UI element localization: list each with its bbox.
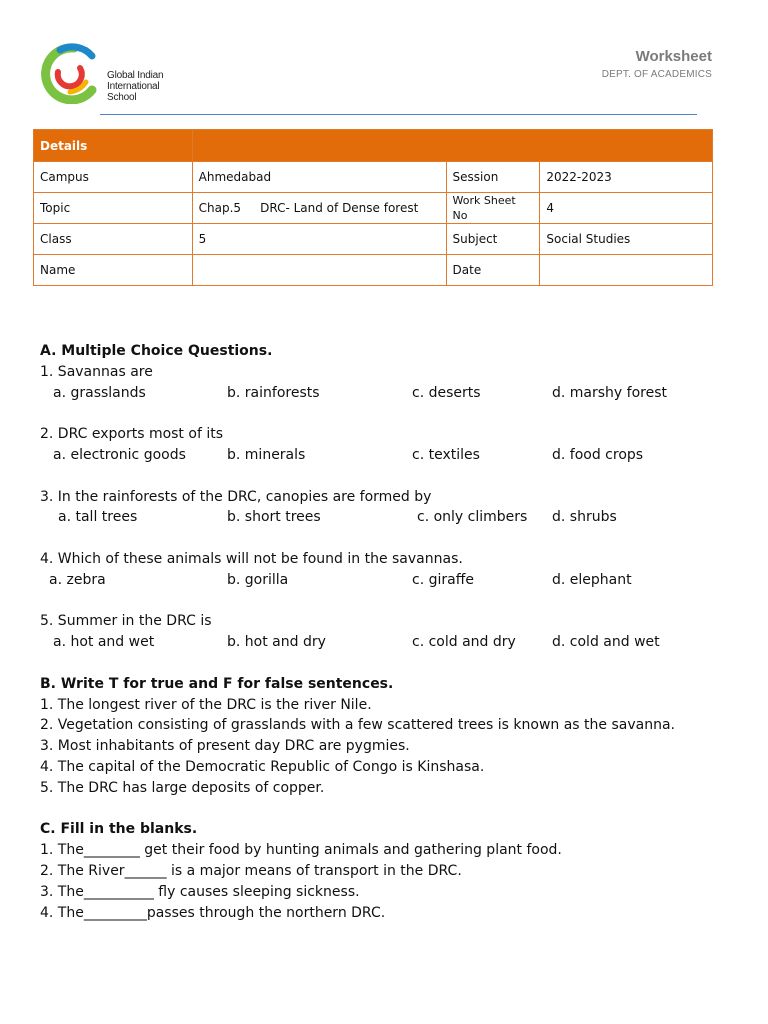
header-divider — [100, 114, 697, 115]
option: d. food crops — [552, 446, 644, 463]
list-item: 4. The_________passes through the northern DRC. — [40, 904, 386, 921]
option: c. giraffe — [412, 571, 474, 588]
worksheet-content — [40, 341, 740, 923]
question-text: 3. In the rainforests of the DRC, canopies are formed by — [40, 488, 432, 505]
options-row — [40, 632, 740, 653]
question-text: 2. DRC exports most of its — [40, 426, 223, 443]
details-table — [33, 129, 713, 286]
section-b-title: B. Write T for true and F for false sentences. — [40, 675, 394, 692]
option: d. shrubs — [552, 509, 617, 526]
option: d. cold and wet — [552, 634, 660, 651]
session-value: 2022-2023 — [540, 162, 713, 193]
topic-value: Chap.5 DRC- Land of Dense forest — [192, 193, 446, 224]
options-row — [40, 383, 740, 404]
table-row — [34, 224, 713, 255]
list-item: 4. The capital of the Democratic Republic of Congo is Kinshasa. — [40, 758, 485, 775]
worksheet-label: Work Sheet No — [446, 193, 540, 224]
options-row — [40, 445, 740, 466]
name-field[interactable] — [192, 255, 446, 286]
list-item: 5. The DRC has large deposits of copper. — [40, 779, 325, 796]
option: b. minerals — [227, 446, 306, 463]
section-a-title: A. Multiple Choice Questions. — [40, 343, 273, 359]
list-item: 2. Vegetation consisting of grasslands with a few scattered trees is known as the savanna. — [40, 717, 675, 734]
department-name: DEPT. OF ACADEMICS — [601, 69, 712, 80]
topic-label: Topic — [34, 193, 193, 224]
subject-value: Social Studies — [540, 224, 713, 255]
details-header-row — [34, 130, 713, 162]
list-item: 1. The longest river of the DRC is the river Nile. — [40, 696, 372, 713]
option: c. textiles — [412, 446, 480, 463]
list-item: 1. The________ get their food by hunting animals and gathering plant food. — [40, 842, 562, 859]
question-text: 1. Savannas are — [40, 363, 153, 380]
option: a. zebra — [49, 571, 106, 588]
option: d. elephant — [552, 571, 632, 588]
option: b. gorilla — [227, 571, 289, 588]
name-label: Name — [34, 255, 193, 286]
table-row — [34, 193, 713, 224]
option: b. short trees — [227, 509, 321, 526]
document-title: Worksheet — [635, 48, 712, 65]
section-c-title: C. Fill in the blanks. — [40, 821, 198, 838]
option: a. grasslands — [53, 384, 146, 401]
option: c. cold and dry — [412, 634, 516, 651]
list-item: 3. The__________ fly causes sleeping sickness. — [40, 883, 360, 900]
campus-value: Ahmedabad — [192, 162, 446, 193]
option: a. tall trees — [58, 509, 138, 526]
table-row — [34, 162, 713, 193]
option: c. only climbers — [417, 509, 528, 526]
document-header — [602, 48, 712, 80]
date-label: Date — [446, 255, 540, 286]
list-item: 3. Most inhabitants of present day DRC are pygmies. — [40, 738, 410, 755]
options-row — [40, 570, 740, 591]
option: c. deserts — [412, 384, 481, 401]
option: a. hot and wet — [53, 634, 155, 651]
subject-label: Subject — [446, 224, 540, 255]
campus-label: Campus — [34, 162, 193, 193]
question-text: 4. Which of these animals will not be found in the savannas. — [40, 550, 463, 567]
class-label: Class — [34, 224, 193, 255]
school-name: Global Indian International School — [107, 70, 164, 103]
worksheet-value: 4 — [540, 193, 713, 224]
date-field[interactable] — [540, 255, 713, 286]
option: b. hot and dry — [227, 634, 326, 651]
option: d. marshy forest — [552, 384, 668, 401]
session-label: Session — [446, 162, 540, 193]
list-item: 2. The River______ is a major means of transport in the DRC. — [40, 862, 462, 879]
table-row — [34, 255, 713, 286]
options-row — [40, 507, 740, 528]
question-text: 5. Summer in the DRC is — [40, 613, 212, 630]
option: b. rainforests — [227, 384, 320, 401]
option: a. electronic goods — [53, 446, 186, 463]
class-value: 5 — [192, 224, 446, 255]
details-heading: Details — [34, 130, 193, 162]
